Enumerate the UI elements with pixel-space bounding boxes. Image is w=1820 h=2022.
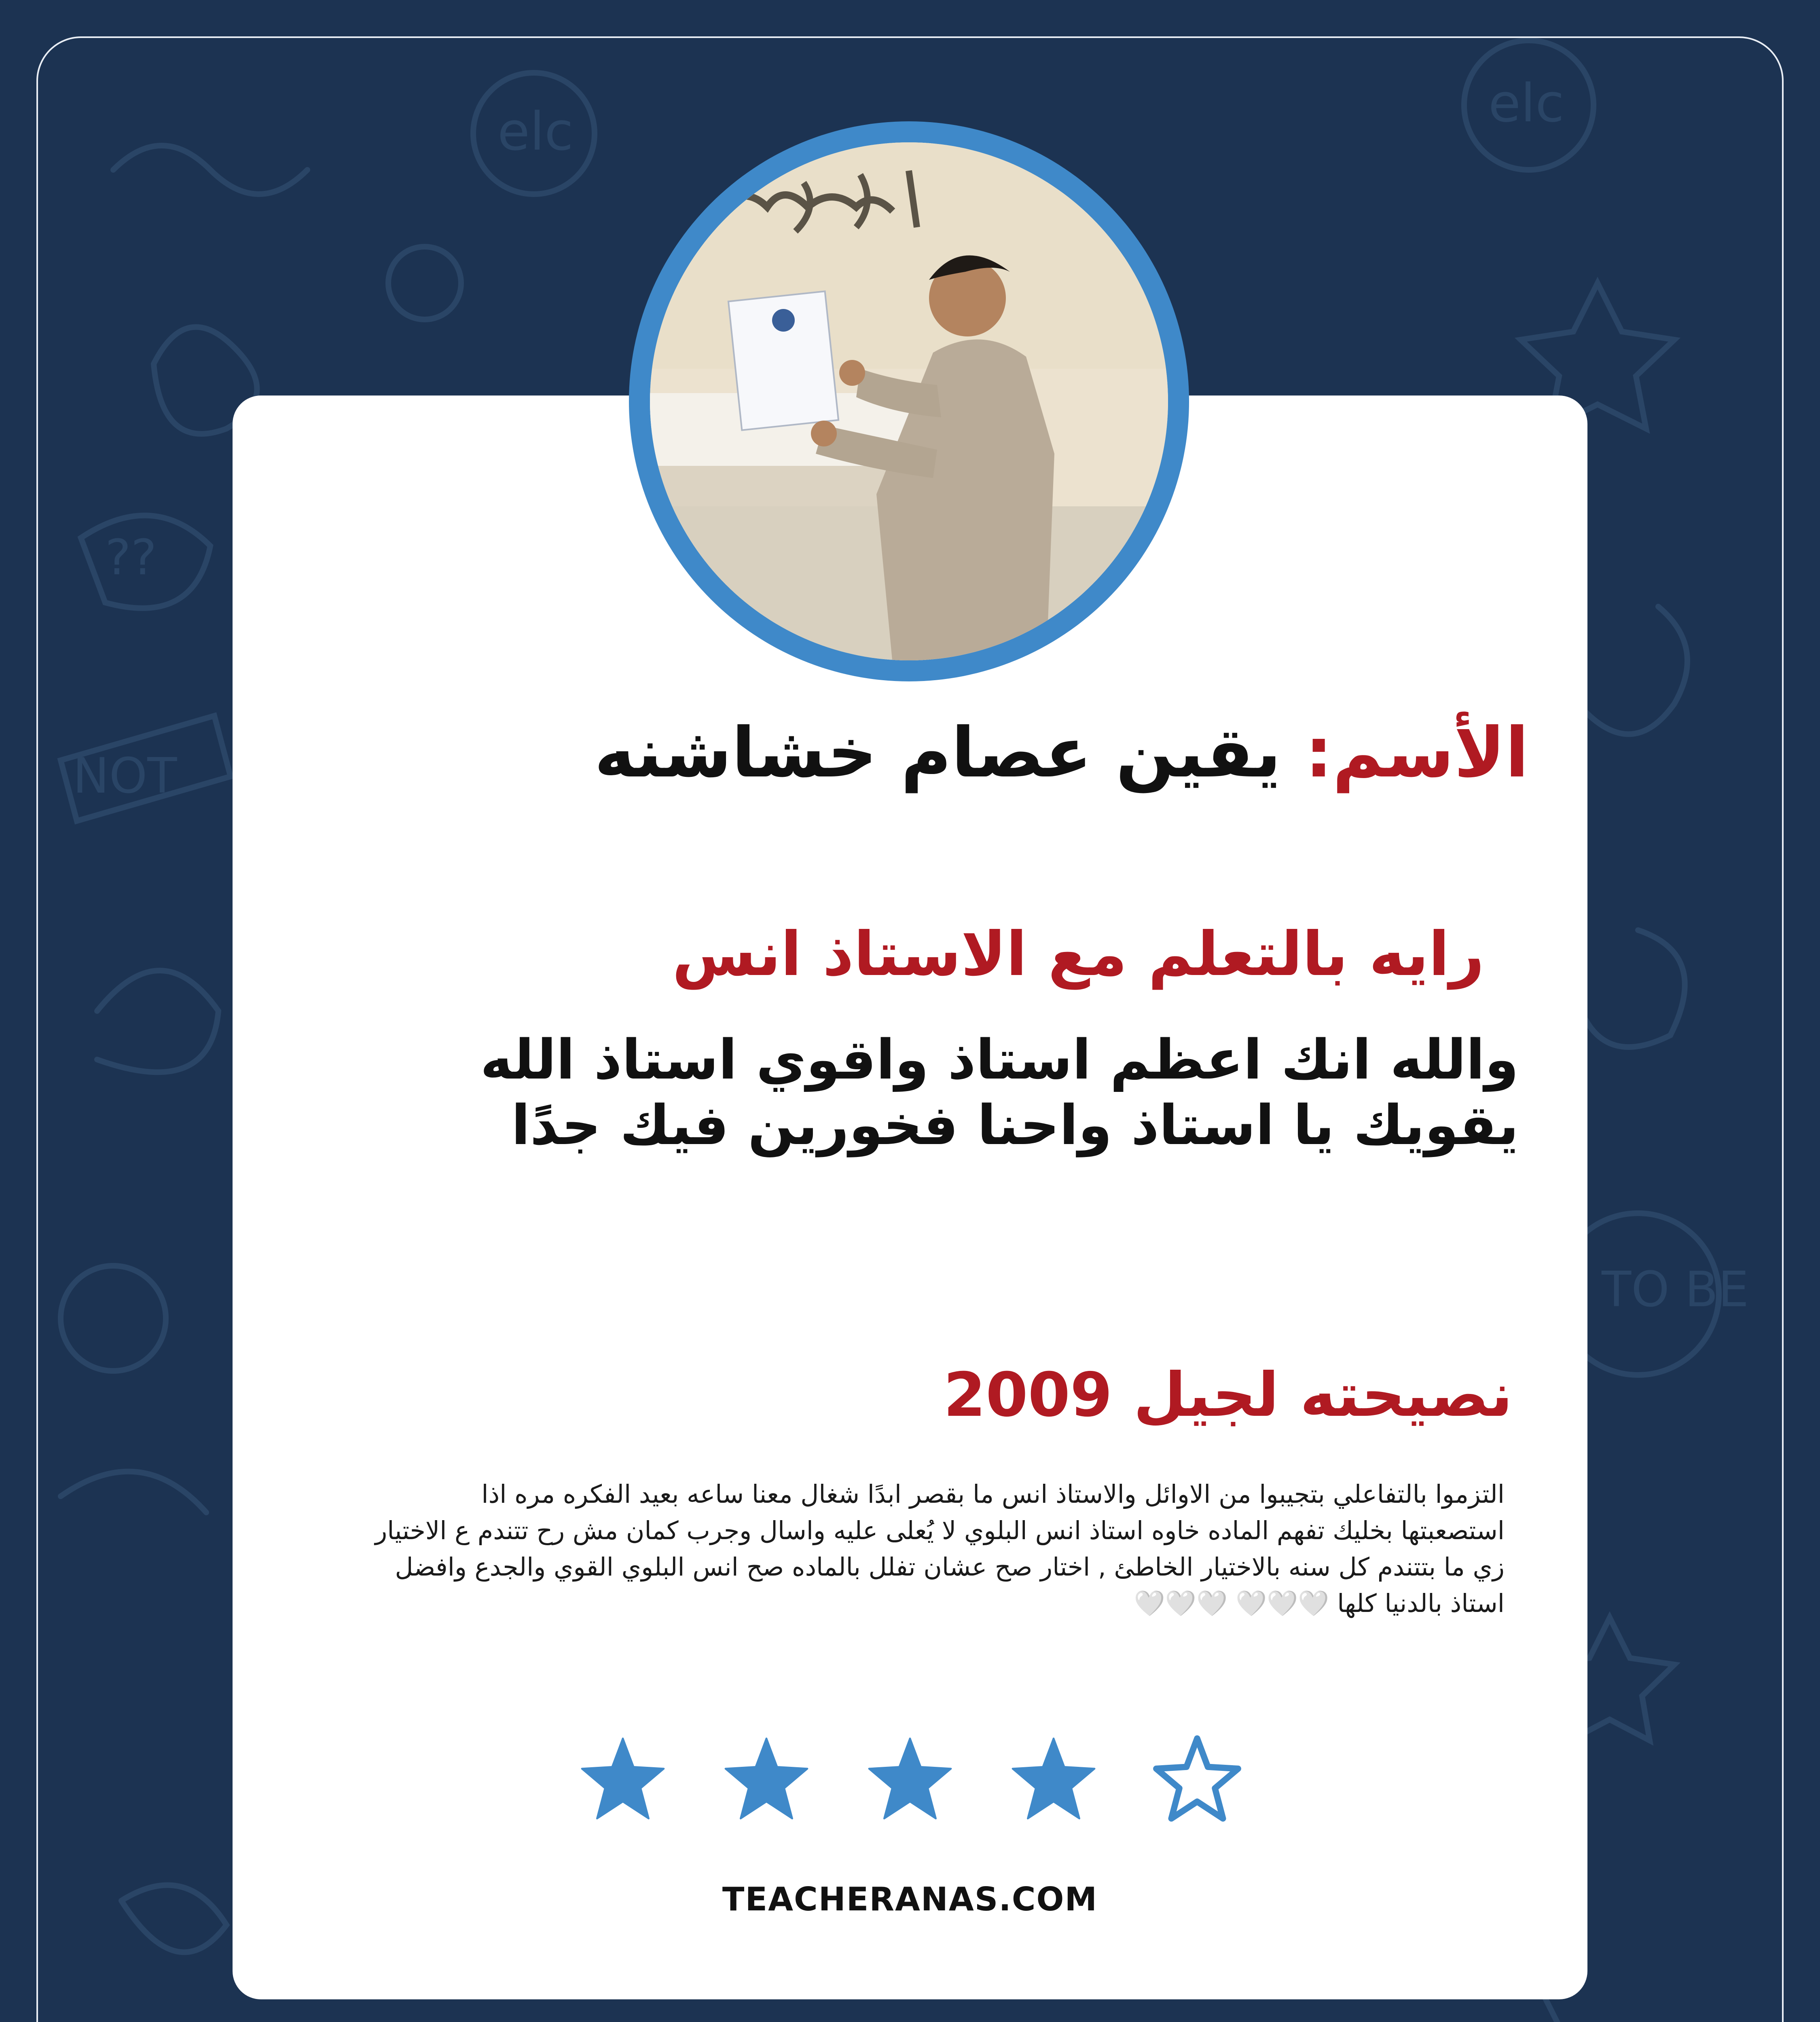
star-rating	[576, 1735, 1244, 1824]
opinion-text	[427, 1027, 1519, 1158]
student-name	[235, 712, 1529, 794]
name-value: يقين عصام خشاشنه	[594, 713, 1281, 793]
website-url: TEACHERANAS.COM	[722, 1880, 1098, 1918]
star-filled-icon	[1007, 1735, 1100, 1824]
svg-text:elc: elc	[497, 101, 574, 162]
svg-text:NOT: NOT	[73, 748, 177, 804]
svg-text:TO BE: TO BE	[1602, 1262, 1749, 1318]
star-filled-icon	[720, 1735, 813, 1824]
opinion-line: والله انك اعظم استاذ واقوي استاذ الله	[480, 1028, 1519, 1091]
star-filled-icon	[863, 1735, 957, 1824]
portrait-photo	[650, 142, 1168, 660]
profile-photo-ring	[629, 121, 1189, 681]
opinion-line: يقويك يا استاذ واحنا فخورين فيك جدًا	[511, 1093, 1519, 1157]
star-empty-icon	[1151, 1735, 1244, 1824]
opinion-title: رايه بالتعلم مع الاستاذ انس	[672, 919, 1484, 990]
svg-text:??: ??	[105, 530, 157, 586]
svg-text:elc: elc	[1488, 72, 1564, 134]
advice-text: التزموا بالتفاعلي بتجيبوا من الاوائل والاستاذ انس ما بقصر ابدًا شغال معنا ساعه بعيد الفكره مره اذا استصعبتها بخليك تفهم الماده خاوه استاذ انس البلوي لا يُعلى عليه واسال وجرب كمان مش رح تتندم ع الاختيار زي ما بتتندم كل سنه بالاختيار الخاطئ , اختار صح عشان تفلل بالماده صح انس البلوي القوي والجدع وافضل استاذ بالدنيا كلها 🤍🤍🤍 🤍🤍🤍	[375, 1479, 1505, 1618]
advice-title: نصيحته لجيل 2009	[943, 1360, 1513, 1430]
star-filled-icon	[576, 1735, 669, 1824]
name-label: الأسم:	[1305, 713, 1529, 793]
